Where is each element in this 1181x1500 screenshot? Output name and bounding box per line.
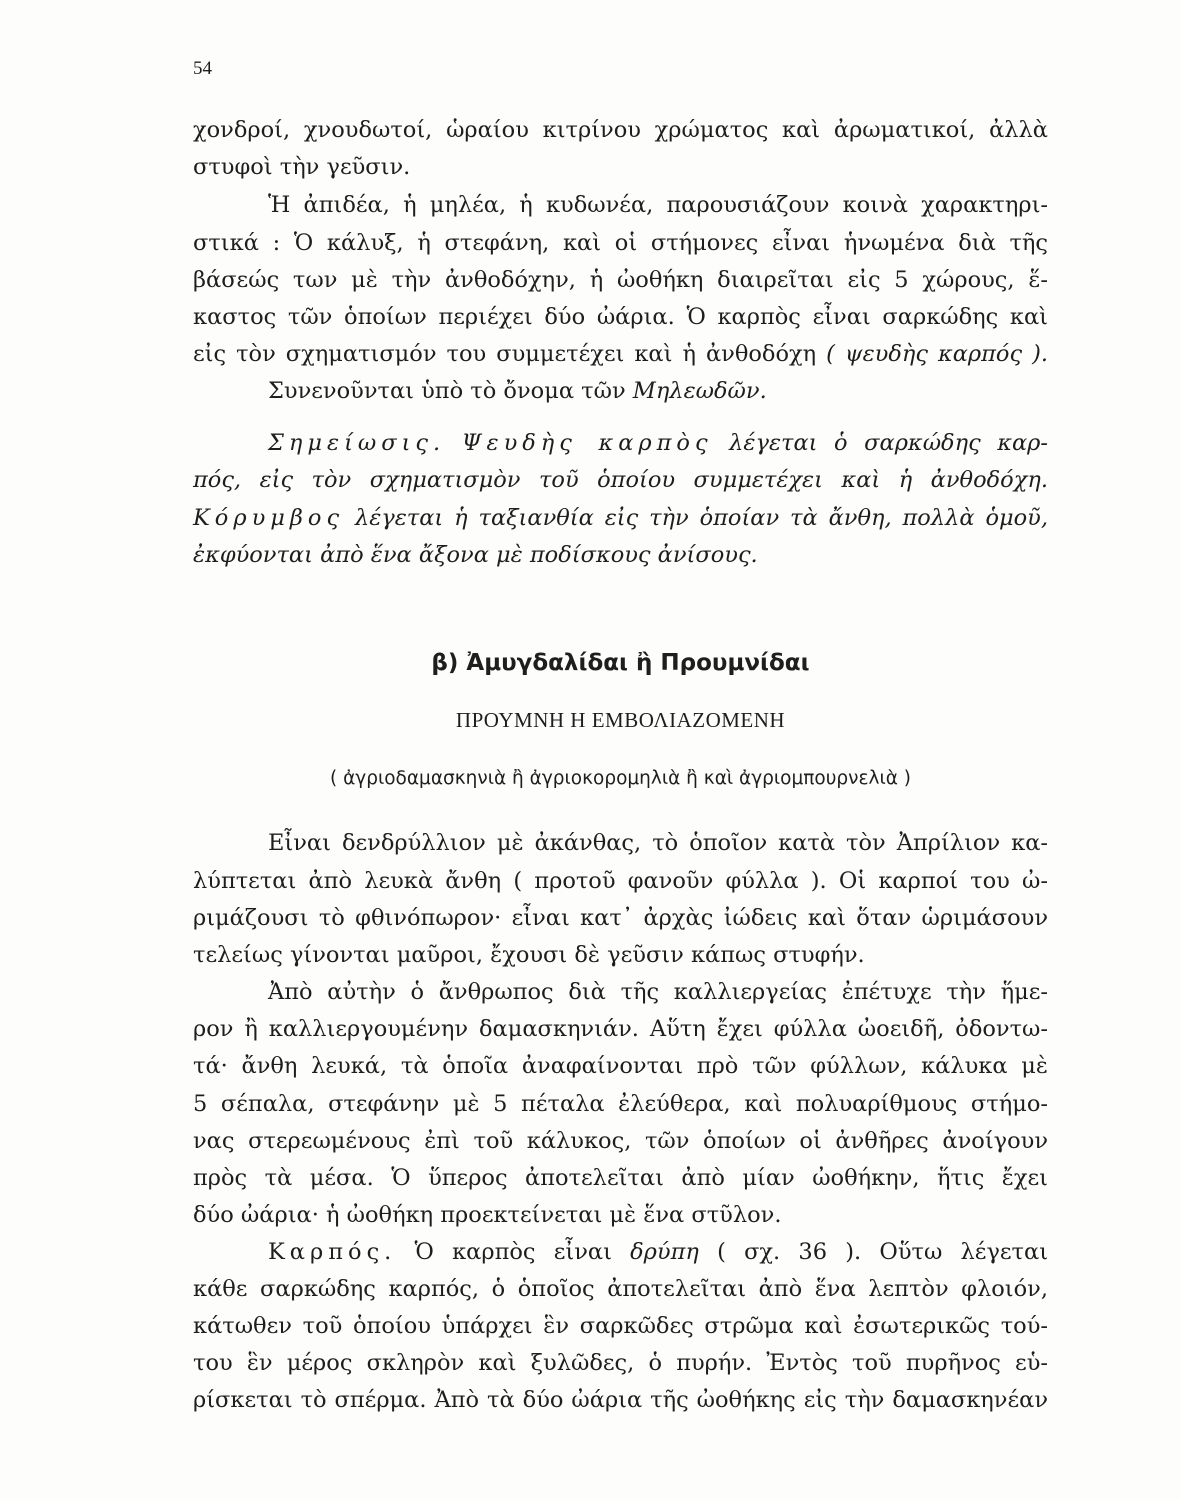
text-line: [268, 376, 1048, 406]
note-line: [193, 503, 1048, 533]
italic-term: δρύπη: [630, 1239, 699, 1265]
paragraph-label: Καρπός.: [268, 1239, 397, 1265]
text-line: κάτωθεν τοῦ ὁποίου ὑπάρχει ἓν σαρκῶδες στρῶμα καὶ ἐσωτερικῶς τού-: [193, 1313, 1048, 1339]
note-line: [268, 428, 1048, 458]
text-line: χονδροί, χνουδωτοί, ὡραίου κιτρίνου χρώματος καὶ ἀρωματικοί, ἀλλὰ: [193, 117, 1048, 143]
text-segment: λέγεται ὁ σαρκώδης καρ-: [729, 430, 1049, 456]
section-heading: β) Ἀμυγδαλίδαι ἢ Προυμνίδαι: [431, 650, 810, 676]
italic-term: ( ψευδὴς καρπός ).: [826, 341, 1049, 367]
text-line: δύο ὠάρια· ἡ ὠοθήκη προεκτείνεται μὲ ἕνα στῦλον.: [193, 1202, 782, 1228]
text-line: στικά : Ὁ κάλυξ, ἡ στεφάνη, καὶ οἱ στήμονες εἶναι ἡνωμένα διὰ τῆς: [193, 230, 1048, 256]
text-line: πρὸς τὰ μέσα. Ὁ ὕπερος ἀποτελεῖται ἀπὸ μίαν ὠοθήκην, ἥτις ἔχει: [193, 1165, 1048, 1191]
text-segment: Ὁ καρπὸς εἶναι: [414, 1239, 612, 1265]
text-segment: ( σχ. 36 ). Οὕτω λέγεται: [717, 1239, 1049, 1265]
note-line: πός, εἰς τὸν σχηματισμὸν τοῦ ὁποίου συμμετέχει καὶ ἡ ἀνθοδόχη.: [193, 467, 1048, 493]
text-segment: Συνενοῦνται ὑπὸ τὸ ὄνομα τῶν: [268, 378, 626, 404]
text-line: 5 σέπαλα, στεφάνην μὲ 5 πέταλα ἐλεύθερα, καὶ πολυαρίθμους στήμο-: [193, 1091, 1048, 1117]
text-line: βάσεώς των μὲ τὴν ἀνθοδόχην, ἡ ὠοθήκη διαιρεῖται εἰς 5 χώρους, ἕ-: [193, 267, 1048, 293]
text-line: νας στερεωμένους ἐπὶ τοῦ κάλυκος, τῶν ὁποίων οἱ ἀνθῆρες ἀνοίγουν: [193, 1128, 1048, 1154]
text-line: Ἡ ἀπιδέα, ἡ μηλέα, ἡ κυδωνέα, παρουσιάζουν κοινὰ χαρακτηρι-: [268, 192, 1048, 218]
note-label: Σημείωσις.: [268, 430, 446, 456]
text-line: κάθε σαρκώδης καρπός, ὁ ὁποῖος ἀποτελεῖται ἀπὸ ἕνα λεπτὸν φλοιόν,: [193, 1276, 1048, 1302]
text-segment: λέγεται ἡ ταξιανθία εἰς τὴν ὁποίαν τὰ ἄνθη, πολλὰ ὁμοῦ,: [354, 505, 1048, 531]
text-line: [268, 1237, 1048, 1267]
note-term: Ψευδὴς καρπὸς: [461, 430, 713, 456]
text-line: ρον ἢ καλλιεργουμένην δαμασκηνιάν. Αὕτη ἔχει φύλλα ὠοειδῆ, ὀδοντω-: [193, 1016, 1048, 1042]
text-line: Ἀπὸ αὐτὴν ὁ ἄνθρωπος διὰ τῆς καλλιεργείας ἐπέτυχε τὴν ἥμε-: [268, 979, 1048, 1005]
note-term: Κόρυμβος: [193, 505, 345, 531]
text-line: [193, 339, 1048, 369]
italic-term: Μηλεωδῶν.: [632, 378, 767, 404]
note-line: ἐκφύονται ἀπὸ ἕνα ἄξονα μὲ ποδίσκους ἀνίσους.: [193, 542, 758, 568]
text-line: τά· ἄνθη λευκά, τὰ ὁποῖα ἀναφαίνονται πρὸ τῶν φύλλων, κάλυκα μὲ: [193, 1053, 1048, 1079]
text-line: Εἶναι δενδρύλλιον μὲ ἀκάνθας, τὸ ὁποῖον κατὰ τὸν Ἀπρίλιον κα-: [268, 830, 1048, 856]
page-number: 54: [193, 58, 212, 79]
text-line: καστος τῶν ὁποίων περιέχει δύο ὠάρια. Ὁ καρπὸς εἶναι σαρκώδης καὶ: [193, 304, 1048, 330]
species-title: ΠΡΟΥΜΝΗ Η ΕΜΒΟΛΙΑΖΟΜΕΝΗ: [455, 708, 786, 732]
common-names: ( ἀγριοδαμασκηνιὰ ἢ ἀγριοκορομηλιὰ ἢ καὶ ἀγριομπουρνελιὰ ): [329, 768, 911, 789]
text-line: στυφοὶ τὴν γεῦσιν.: [193, 154, 411, 180]
text-line: ρίσκεται τὸ σπέρμα. Ἀπὸ τὰ δύο ὠάρια τῆς ὠοθήκης εἰς τὴν δαμασκηνέαν: [193, 1387, 1048, 1413]
text-line: ριμάζουσι τὸ φθινόπωρον· εἶναι κατ᾽ ἀρχὰς ἰώδεις καὶ ὅταν ὡριμάσουν: [193, 905, 1048, 931]
text-line: του ἓν μέρος σκληρὸν καὶ ξυλῶδες, ὁ πυρήν. Ἐντὸς τοῦ πυρῆνος εὑ-: [193, 1350, 1048, 1376]
text-segment: εἰς τὸν σχηματισμόν του συμμετέχει καὶ ἡ ἀνθοδόχη: [193, 341, 817, 367]
text-line: λύπτεται ἀπὸ λευκὰ ἄνθη ( προτοῦ φανοῦν φύλλα ). Οἱ καρποί του ὠ-: [193, 868, 1048, 894]
text-line: τελείως γίνονται μαῦροι, ἔχουσι δὲ γεῦσιν κάπως στυφήν.: [193, 942, 865, 968]
